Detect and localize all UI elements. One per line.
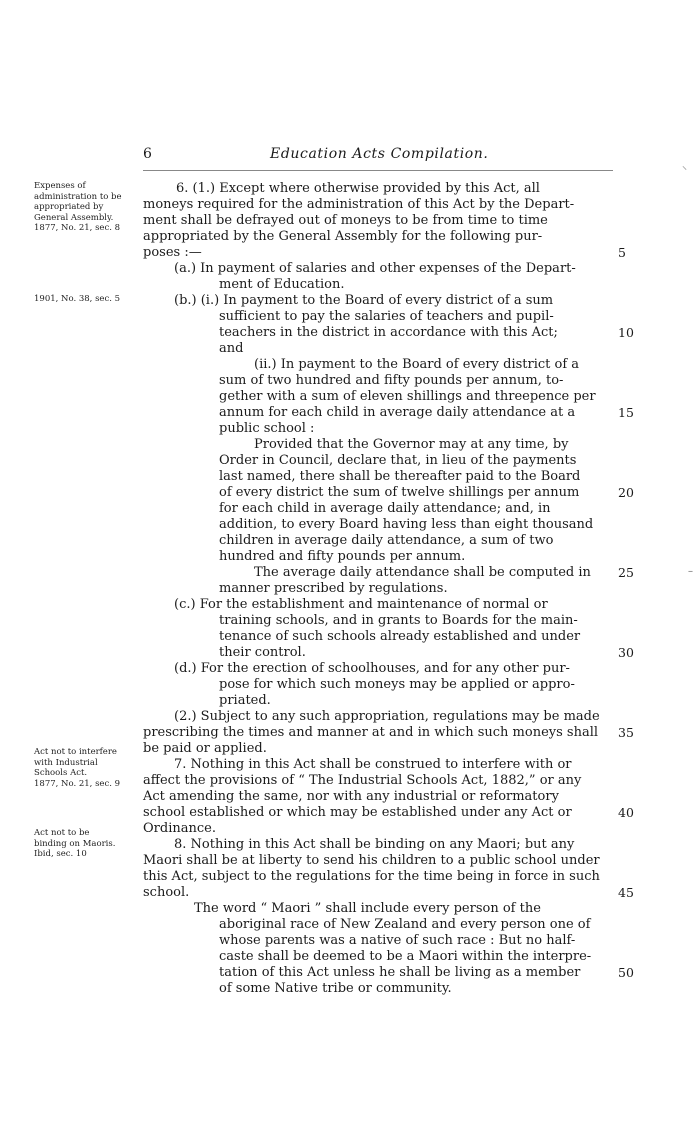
text-line: school. (143, 885, 190, 900)
text-line: The word “ Maori ” shall include every person of the (194, 901, 541, 916)
text-line: be paid or applied. (143, 741, 267, 756)
margin-note-industrial-schools (34, 747, 120, 789)
margin-note-line: 1901, No. 38, sec. 5 (34, 294, 121, 304)
text-line: appropriated by the General Assembly for the following pur- (143, 229, 543, 244)
text-line: poses :— (143, 245, 202, 260)
margin-note-maoris (34, 828, 115, 860)
margin-note-line: General Assembly. (34, 212, 114, 223)
text-line: ment shall be defrayed out of moneys to be from time to time (143, 213, 548, 228)
margin-note-line: Ibid, sec. 10 (34, 849, 87, 859)
running-title: Education Acts Compilation. (270, 146, 489, 162)
text-line: 6. (1.) Except where otherwise provided by this Act, all (176, 181, 540, 196)
text-line: of every district the sum of twelve shillings per annum (219, 485, 580, 500)
text-line: pose for which such moneys may be applied or appro- (219, 677, 575, 692)
text-line: Ordinance. (143, 821, 216, 836)
text-line: caste shall be deemed to be a Maori within the interpre- (219, 949, 592, 964)
margin-note-line: Schools Act. (34, 768, 88, 778)
margin-note-line: appropriated by (34, 202, 104, 212)
margin-note-expenses (34, 181, 122, 234)
text-line: affect the provisions of “ The Industrial Schools Act, 1882,” or any (143, 773, 582, 788)
scan-mark: – (688, 566, 693, 577)
line-number: 5 (618, 245, 626, 260)
text-line: last named, there shall be thereafter paid to the Board (219, 469, 581, 484)
text-line: public school : (219, 421, 315, 436)
text-line: sum of two hundred and fifty pounds per annum, to- (219, 373, 564, 388)
line-number: 40 (618, 805, 634, 820)
text-line: annum for each child in average daily attendance at a (219, 405, 576, 420)
text-line: children in average daily attendance, a sum of two (219, 533, 554, 548)
text-line: sufficient to pay the salaries of teachers and pupil- (219, 309, 554, 324)
header-rule (143, 170, 613, 171)
margin-note-line: 1877, No. 21, sec. 9 (34, 778, 121, 789)
text-line: school established or which may be established under any Act or (143, 805, 572, 820)
margin-note-line: 1877, No. 21, sec. 8 (34, 223, 121, 233)
margin-note-line: Expenses of (34, 181, 86, 191)
text-line: hundred and fifty pounds per annum. (219, 549, 466, 564)
line-number: 10 (618, 325, 634, 340)
text-line: (b.) (i.) In payment to the Board of every district of a sum (174, 293, 554, 308)
margin-note-line: with Industrial (34, 757, 98, 768)
margin-note-line: Act not to be (34, 828, 90, 838)
page-number: 6 (143, 146, 152, 162)
text-line: aboriginal race of New Zealand and every person one of (219, 917, 591, 932)
text-line: teachers in the district in accordance with this Act; (219, 325, 558, 340)
line-number: 25 (618, 565, 634, 580)
text-line: whose parents was a native of such race : But no half- (219, 933, 576, 948)
text-line: training schools, and in grants to Boards for the main- (219, 613, 578, 628)
line-number: 50 (618, 965, 634, 980)
margin-note-line: Act not to interfere (34, 747, 117, 757)
text-line: moneys required for the administration of this Act by the Depart- (143, 197, 575, 212)
text-line: Maori shall be at liberty to send his children to a public school under (143, 853, 600, 868)
line-number: 30 (618, 645, 634, 660)
scan-mark: ⸜ (682, 161, 687, 172)
page-header (0, 146, 700, 164)
text-line: (d.) For the erection of schoolhouses, and for any other pur- (174, 661, 570, 676)
margin-note-1901 (34, 294, 120, 305)
line-number: 35 (618, 725, 634, 740)
text-line: and (219, 341, 244, 356)
text-line: (c.) For the establishment and maintenance of normal or (174, 597, 548, 612)
text-line: (ii.) In payment to the Board of every district of a (254, 357, 580, 372)
text-line: tenance of such schools already established and under (219, 629, 581, 644)
text-line: Provided that the Governor may at any time, by (254, 437, 569, 452)
line-number: 15 (618, 405, 634, 420)
margin-note-line: administration to be (34, 191, 122, 202)
text-line: manner prescribed by regulations. (219, 581, 448, 596)
text-line: for each child in average daily attendance; and, in (219, 501, 551, 516)
text-line: prescribing the times and manner at and in which such moneys shall (143, 725, 599, 740)
text-line: (2.) Subject to any such appropriation, regulations may be made (174, 709, 600, 724)
text-line: gether with a sum of eleven shillings and threepence per (219, 389, 596, 404)
text-line: tation of this Act unless he shall be living as a member (219, 965, 581, 980)
text-line: Act amending the same, nor with any industrial or reformatory (143, 789, 559, 804)
text-line: 7. Nothing in this Act shall be construed to interfere with or (174, 757, 572, 772)
text-line: their control. (219, 645, 306, 660)
text-line: ment of Education. (219, 277, 345, 292)
text-line: addition, to every Board having less than eight thousand (219, 517, 594, 532)
text-line: 8. Nothing in this Act shall be binding on any Maori; but any (174, 837, 575, 852)
line-number: 20 (618, 485, 634, 500)
margin-note-line: binding on Maoris. (34, 838, 116, 849)
line-number: 45 (618, 885, 634, 900)
text-line: of some Native tribe or community. (219, 981, 452, 996)
text-line: this Act, subject to the regulations for the time being in force in such (143, 869, 600, 884)
text-line: priated. (219, 693, 271, 708)
text-line: Order in Council, declare that, in lieu of the payments (219, 453, 577, 468)
text-line: (a.) In payment of salaries and other expenses of the Depart- (174, 261, 576, 276)
text-line: The average daily attendance shall be computed in (254, 565, 591, 580)
